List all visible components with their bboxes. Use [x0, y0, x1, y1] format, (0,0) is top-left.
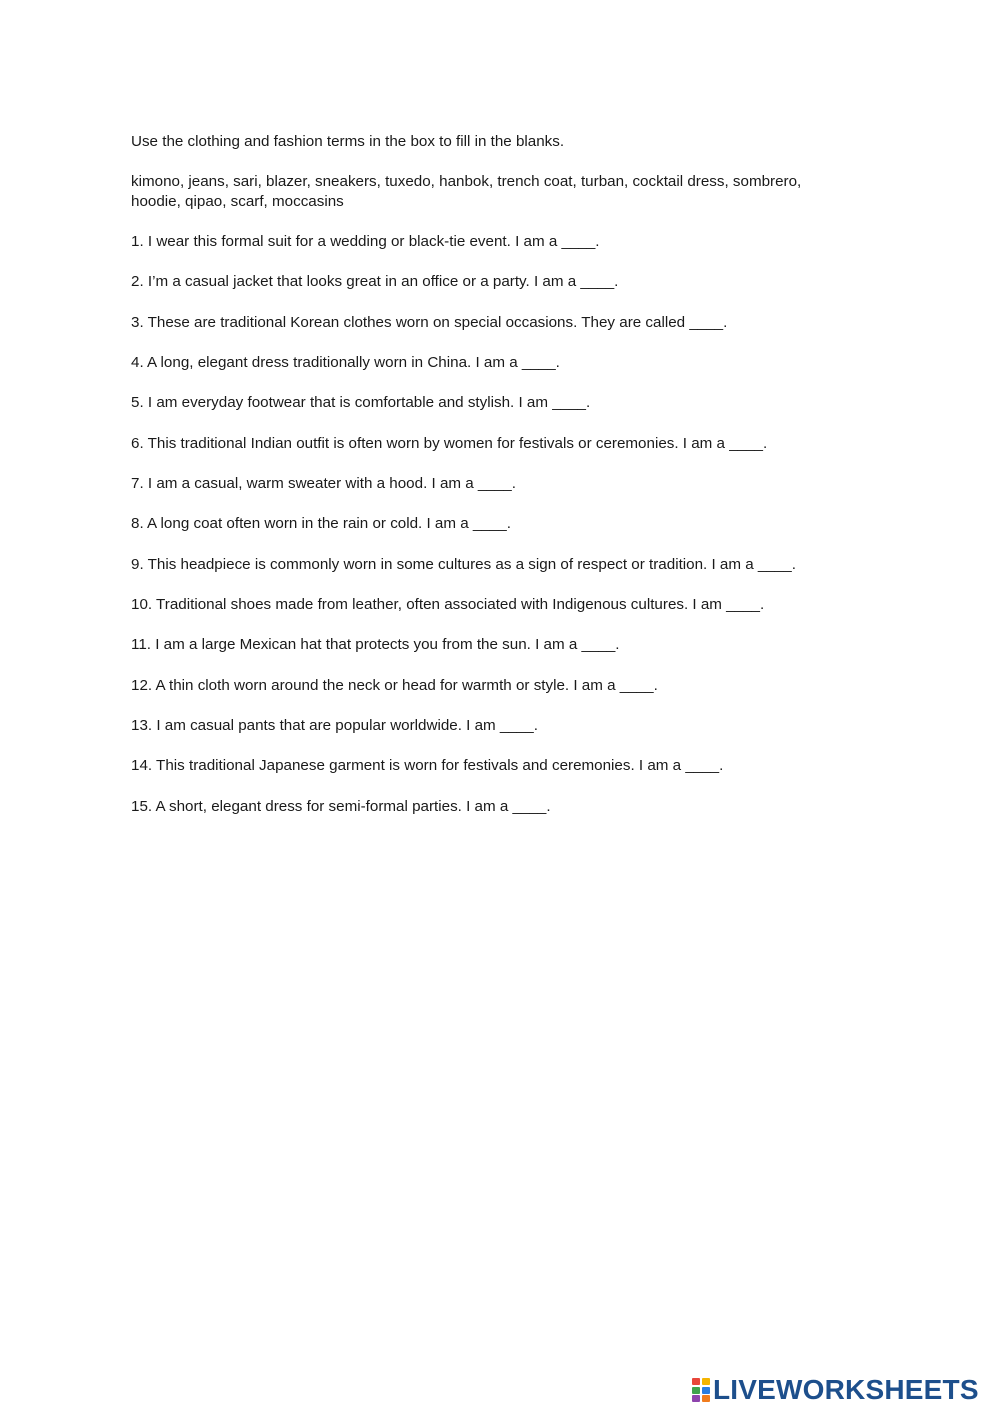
logo-mark-tile	[702, 1395, 710, 1402]
liveworksheets-logo[interactable]	[692, 1376, 979, 1404]
logo-text: LIVEWORKSHEETS	[713, 1374, 979, 1405]
question-item: 5. I am everyday footwear that is comfortable and stylish. I am ____.	[131, 394, 591, 412]
logo-mark-tile	[702, 1387, 710, 1394]
question-item: 1. I wear this formal suit for a wedding or black-tie event. I am a ____.	[131, 233, 600, 250]
question-item: 9. This headpiece is commonly worn in some cultures as a sign of respect or tradition. I am a ____.	[131, 555, 796, 573]
question-item: 4. A long, elegant dress traditionally worn in China. I am a ____.	[131, 354, 560, 372]
word-bank: kimono, jeans, sari, blazer, sneakers, tuxedo, hanbok, trench coat, turban, cocktail dress, sombrero, hoodie, qipao, scarf, moccasins	[131, 173, 802, 210]
instructions-text: Use the clothing and fashion terms in the box to fill in the blanks.	[131, 133, 565, 150]
logo-mark-tile	[692, 1395, 700, 1402]
liveworksheets-logo-icon	[692, 1378, 710, 1402]
question-item: 14. This traditional Japanese garment is worn for festivals and ceremonies. I am a ____.	[131, 757, 724, 775]
question-item: 11. I am a large Mexican hat that protects you from the sun. I am a ____.	[131, 636, 620, 654]
logo-mark-tile	[692, 1378, 700, 1385]
question-item: 7. I am a casual, warm sweater with a hood. I am a ____.	[131, 475, 516, 493]
question-item: 10. Traditional shoes made from leather, often associated with Indigenous cultures. I am ____.	[131, 596, 765, 614]
question-item: 6. This traditional Indian outfit is often worn by women for festivals or ceremonies. I am a ____.	[131, 434, 768, 452]
worksheet	[131, 132, 891, 837]
question-item: 15. A short, elegant dress for semi-formal parties. I am a ____.	[131, 797, 551, 815]
question-item: 2. I’m a casual jacket that looks great in an office or a party. I am a ____.	[131, 273, 619, 291]
question-item: 3. These are traditional Korean clothes worn on special occasions. They are called ____.	[131, 313, 728, 331]
question-item: 13. I am casual pants that are popular worldwide. I am ____.	[131, 717, 538, 735]
question-item: 12. A thin cloth worn around the neck or head for warmth or style. I am a ____.	[131, 676, 658, 694]
question-list	[131, 232, 891, 817]
question-item: 8. A long coat often worn in the rain or cold. I am a ____.	[131, 515, 511, 533]
logo-mark-tile	[702, 1378, 710, 1385]
logo-mark-tile	[692, 1387, 700, 1394]
